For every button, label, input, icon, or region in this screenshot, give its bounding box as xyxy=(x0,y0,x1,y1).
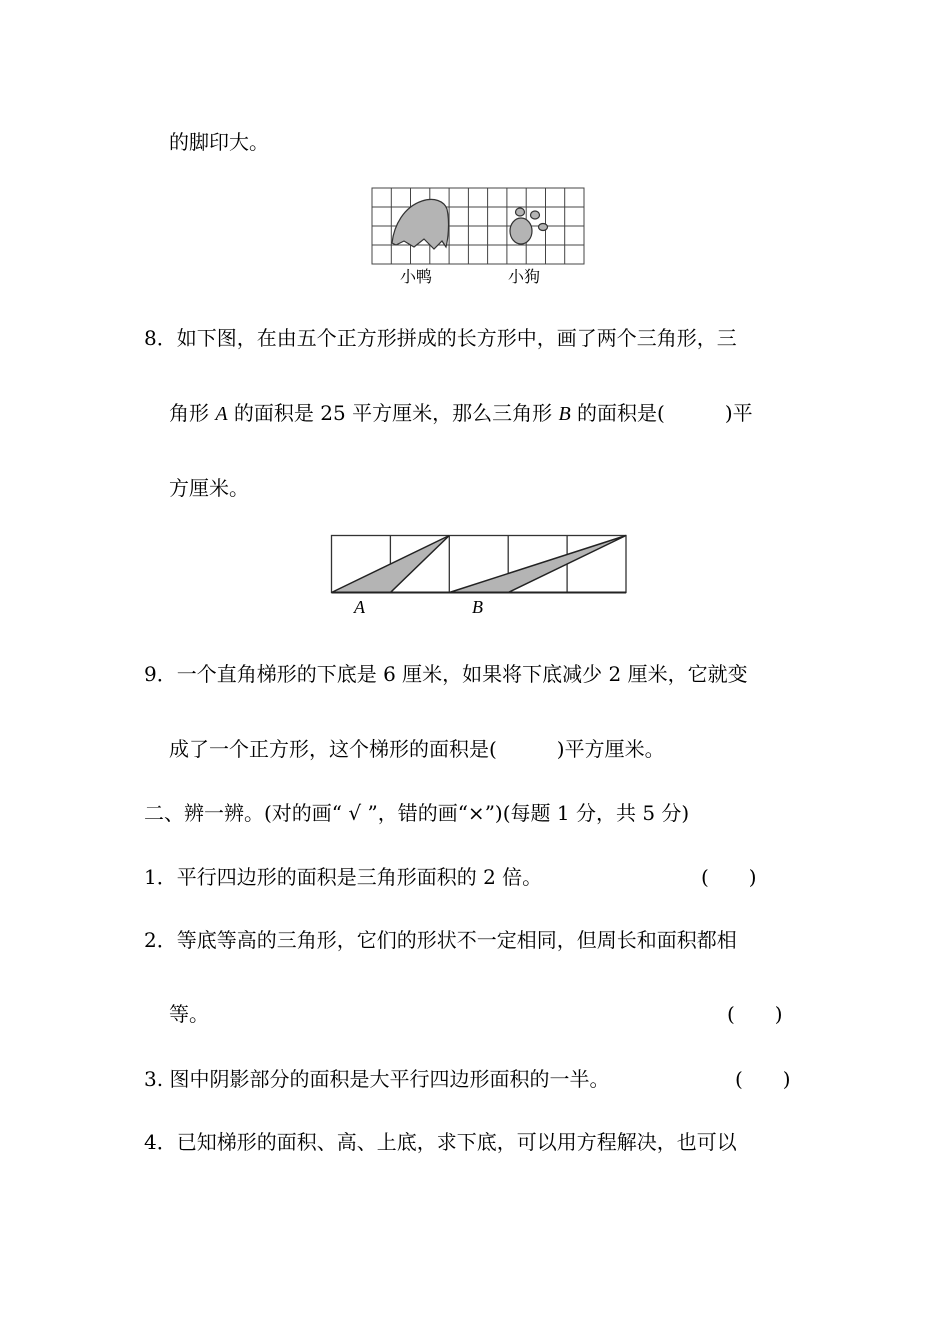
q9-line-2: 成了一个正方形，这个梯形的面积是( )平方厘米。 xyxy=(169,737,665,761)
triangle-figure xyxy=(330,534,628,596)
label-duck: 小鸭 xyxy=(400,267,433,286)
dog-footprint-toe-2 xyxy=(531,211,540,219)
q8-var-b: B xyxy=(558,403,571,425)
q8-line-1: 8．如下图，在由五个正方形拼成的长方形中，画了两个三角形，三 xyxy=(144,326,737,350)
judge-4-line-1: 4．已知梯形的面积、高、上底，求下底，可以用方程解决，也可以 xyxy=(144,1130,737,1154)
triangle-b-label: B xyxy=(472,597,483,617)
dog-footprint-pad xyxy=(510,218,532,244)
q8-line-2-pre: 角形 xyxy=(169,401,216,425)
section-2-heading: 二、辨一辨。(对的画“ √ ”，错的画“×”)(每题 1 分，共 5 分) xyxy=(144,801,690,825)
triangle-b xyxy=(449,536,626,593)
judge-1-text: 1．平行四边形的面积是三角形面积的 2 倍。 xyxy=(144,865,543,889)
dog-footprint-toe-3 xyxy=(539,224,548,231)
triangle-a-label: A xyxy=(354,597,365,617)
q9-line-1: 9．一个直角梯形的下底是 6 厘米，如果将下底减少 2 厘米，它就变 xyxy=(144,662,748,686)
q8-line-3: 方厘米。 xyxy=(169,476,249,500)
judge-3-text: 3. 图中阴影部分的面积是大平行四边形面积的一半。 xyxy=(144,1067,610,1091)
q8-line-2 xyxy=(169,399,753,428)
footprint-grid-figure xyxy=(370,187,586,265)
q8-line-2-post: 的面积是( )平 xyxy=(570,401,753,425)
continuation-text: 的脚印大。 xyxy=(169,130,269,154)
judge-2-line-1: 2．等底等高的三角形，它们的形状不一定相同，但周长和面积都相 xyxy=(144,928,737,952)
dog-footprint-toe-1 xyxy=(516,208,525,216)
label-dog: 小狗 xyxy=(508,267,541,286)
judge-2-line-2: 等。 xyxy=(169,1002,209,1026)
judge-2-answer-paren: ( ) xyxy=(727,1002,783,1026)
judge-3-answer-paren: ( ) xyxy=(735,1067,791,1091)
q8-line-2-mid: 的面积是 25 平方厘米，那么三角形 xyxy=(227,401,559,425)
q8-var-a: A xyxy=(215,403,228,425)
judge-1-answer-paren: ( ) xyxy=(701,865,757,889)
